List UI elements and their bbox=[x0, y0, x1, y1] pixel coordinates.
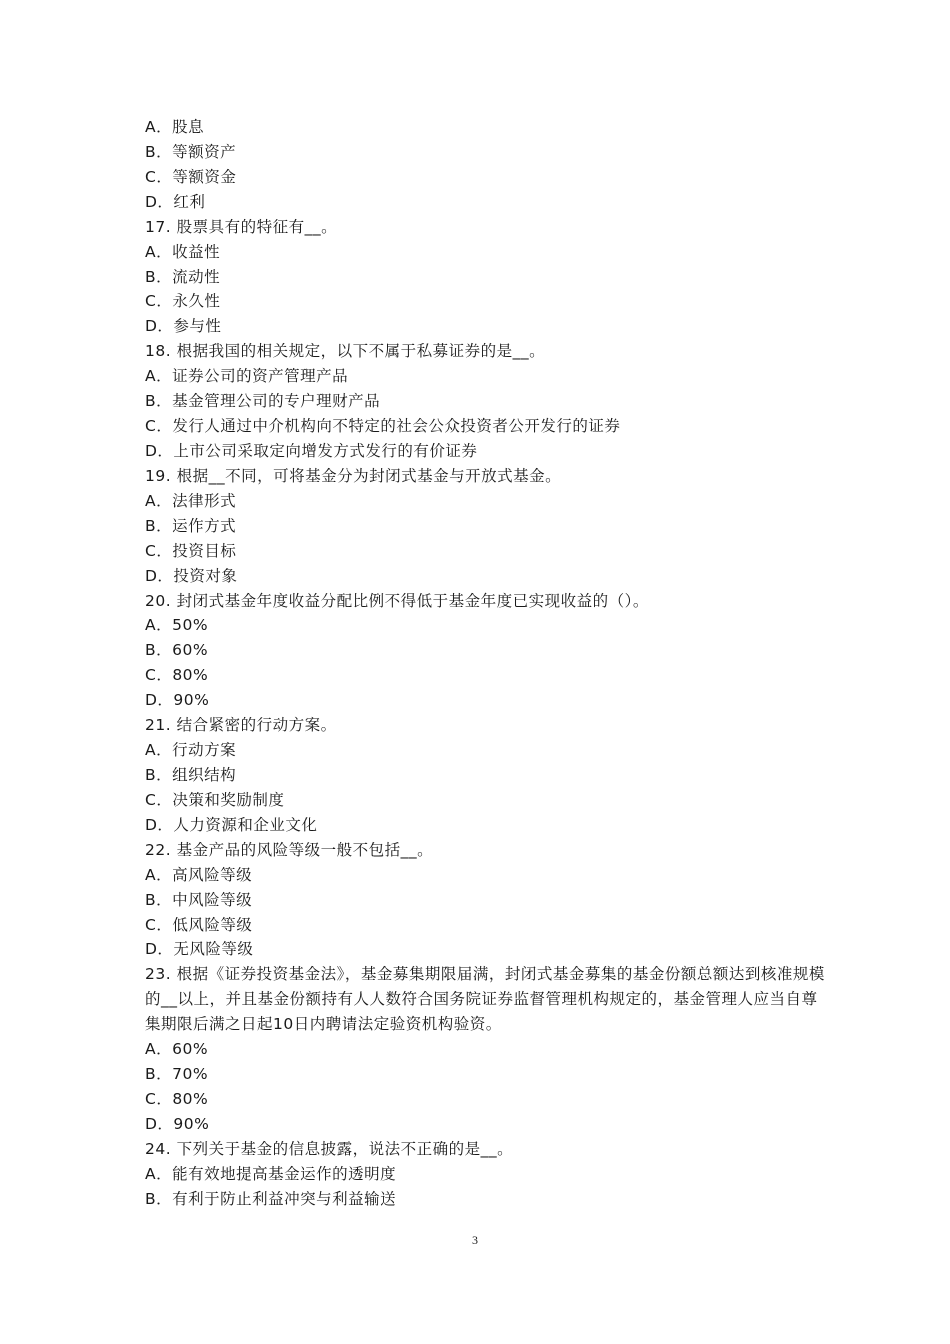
answer-option: C．低风险等级 bbox=[145, 915, 253, 934]
answer-option: B．60% bbox=[145, 641, 209, 660]
answer-option: A．收益性 bbox=[145, 242, 221, 261]
question-text: 24. 下列关于基金的信息披露，说法不正确的是__。 bbox=[145, 1139, 514, 1158]
answer-option: A．50% bbox=[145, 616, 209, 635]
answer-option: A．股息 bbox=[145, 118, 205, 136]
question-text: 17. 股票具有的特征有__。 bbox=[145, 217, 338, 236]
answer-option: C．发行人通过中介机构向不特定的社会公众投资者公开发行的证券 bbox=[145, 417, 621, 436]
question-text: 22. 基金产品的风险等级一般不包括__。 bbox=[145, 840, 434, 859]
answer-option: D．投资对象 bbox=[145, 566, 238, 585]
answer-option: B．等额资产 bbox=[145, 142, 237, 161]
answer-option: C．等额资金 bbox=[145, 167, 237, 186]
answer-option: B．70% bbox=[145, 1065, 209, 1084]
answer-option: D．参与性 bbox=[145, 317, 222, 336]
answer-option: C．投资目标 bbox=[145, 541, 237, 560]
answer-option: A．证券公司的资产管理产品 bbox=[145, 367, 349, 386]
answer-option: C．80% bbox=[145, 666, 209, 685]
answer-option: B．基金管理公司的专户理财产品 bbox=[145, 392, 381, 411]
answer-option: A．法律形式 bbox=[145, 491, 237, 510]
answer-option: D．90% bbox=[145, 1114, 210, 1133]
answer-option: C．永久性 bbox=[145, 292, 221, 311]
answer-option: A．行动方案 bbox=[145, 741, 237, 760]
question-text: 21. 结合紧密的行动方案。 bbox=[145, 716, 337, 735]
answer-option: A．能有效地提高基金运作的透明度 bbox=[145, 1164, 397, 1183]
answer-option: A．高风险等级 bbox=[145, 865, 253, 884]
answer-option: A．60% bbox=[145, 1040, 209, 1059]
question-text: 19. 根据__不同，可将基金分为封闭式基金与开放式基金。 bbox=[145, 466, 562, 485]
answer-option: C．决策和奖励制度 bbox=[145, 790, 285, 809]
answer-option: B．运作方式 bbox=[145, 516, 237, 535]
answer-option: D．上市公司采取定向增发方式发行的有价证券 bbox=[145, 441, 478, 460]
answer-option: D．红利 bbox=[145, 192, 206, 211]
page-number: 3 bbox=[472, 1233, 478, 1247]
answer-option: C．80% bbox=[145, 1090, 209, 1108]
question-text: 20. 封闭式基金年度收益分配比例不得低于基金年度已实现收益的（）。 bbox=[145, 591, 649, 610]
answer-option: B．有利于防止利益冲突与利益输送 bbox=[145, 1189, 397, 1208]
answer-option: D．无风险等级 bbox=[145, 940, 254, 959]
answer-option: D．90% bbox=[145, 691, 210, 710]
answer-option: D．人力资源和企业文化 bbox=[145, 815, 318, 834]
answer-option: B．流动性 bbox=[145, 267, 221, 286]
answer-option: B．组织结构 bbox=[145, 765, 237, 784]
question-text: 18. 根据我国的相关规定，以下不属于私募证券的是__。 bbox=[145, 342, 546, 361]
answer-option: B．中风险等级 bbox=[145, 890, 253, 909]
question-text: 23. 根据《证券投资基金法》，基金募集期限届满，封闭式基金募集的基金份额总额达到核准规模的__以上，并且基金份额持有人人数符合国务院证券监督管理机构规定的，基金管理人应当自尊集期限后满之日起10日内聘请法定验资机构验资。 bbox=[145, 965, 825, 1034]
document-body bbox=[145, 115, 825, 1212]
